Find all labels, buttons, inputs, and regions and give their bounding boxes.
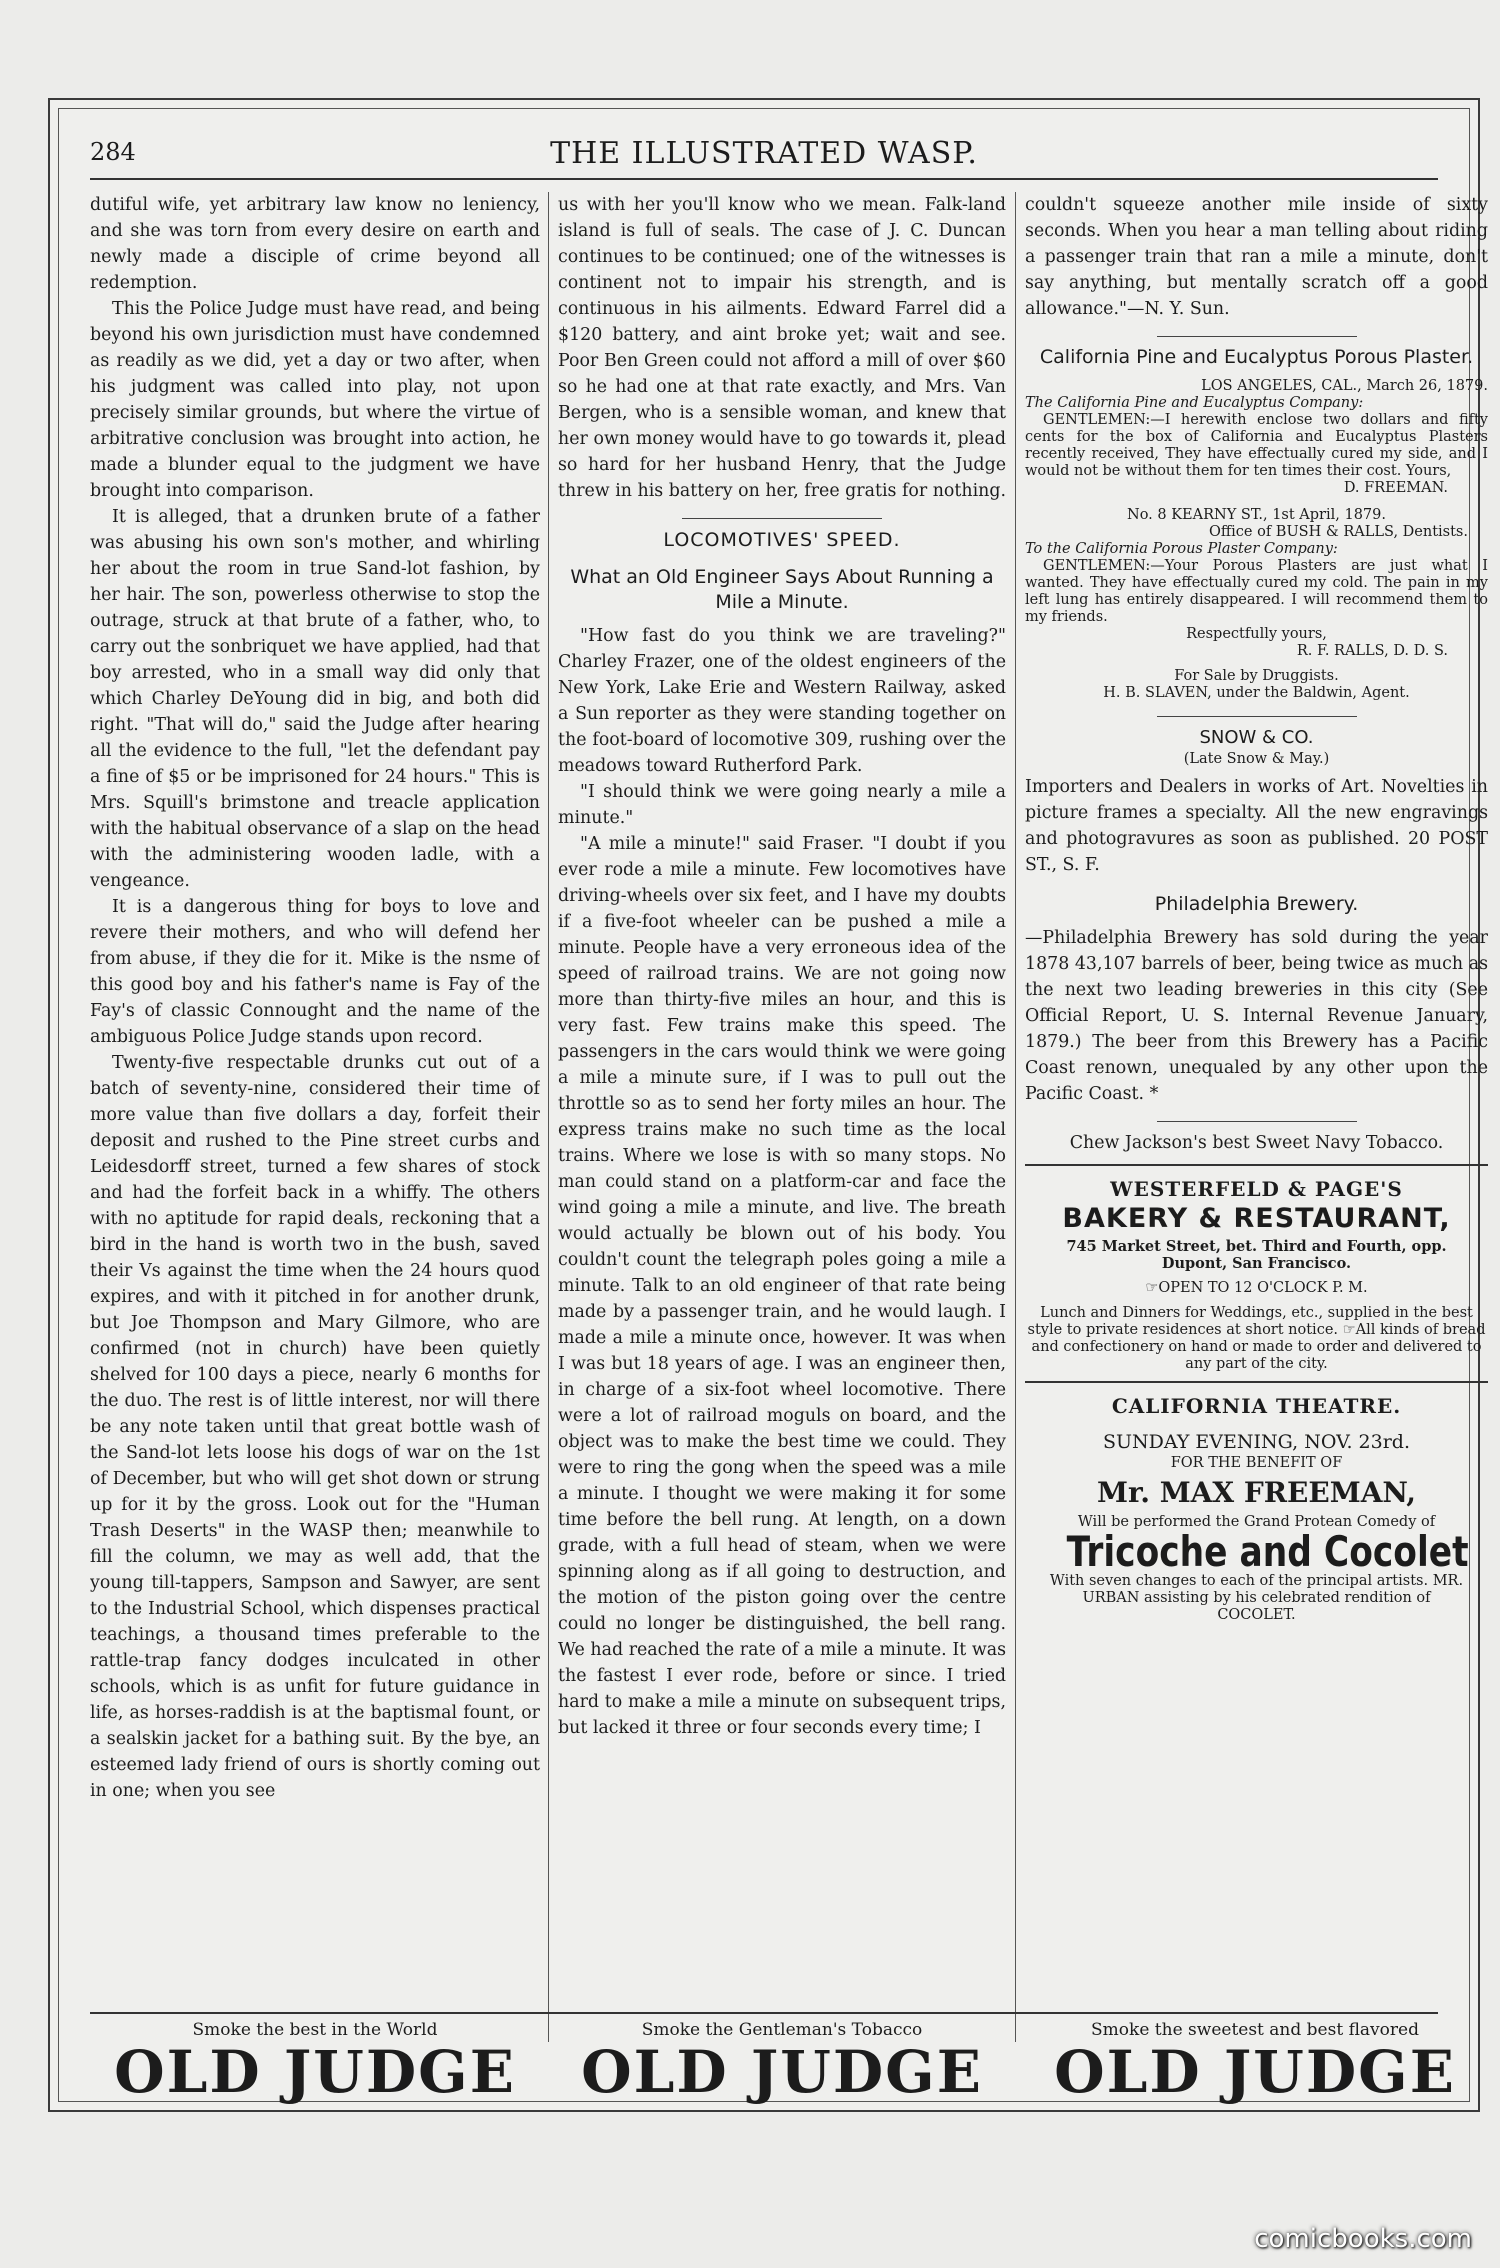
article-paragraph: Twenty-five respectable drunks cut out of a batch of seventy-nine, considered their time of more value than five dollars a day, forfeit their deposit and rushed to the Pine street curbs and Leidesdorff street, turned a few shares of stock and had the forfeit back in a whiffy. The others with no aptitude for rapid deals, reckoning that a bird in the hand is worth two in the bush, saved their Vs against the time when the 24 hours quod expires, and with it pitched in for another drunk, but Joe Thompson and Mary Gilmore, who are confirmed (not in church) have been quietly shelved for 100 days a piece, nearly 6 months for the duo. The rest is of little interest, nor will there be any note taken until that great bottle wash of the Sand-lot lets loose his dogs of war on the 1st of December, but who will get shot down or strung up for it by the gross. Look out for the "Human Trash Deserts" in the WASP then; meanwhile to fill the column, we may as well add, that the young till-tappers, Sampson and Sawyer, are sent to the Industrial School, which dispenses practical teachings, a thousand times preferable to the rattle-trap fancy dodges inculcated in other schools, which is as unfit for future guidance in life, as horses-raddish is at the baptismal fount, or a sealskin jacket for a bathing suit. By the bye, an esteemed lady friend of ours is shortly coming out in one; when you see (90, 1053, 540, 1801)
ad-dateline: LOS ANGELES, CAL., March 26, 1879. (1201, 378, 1488, 394)
ad-title: California Pine and Eucalyptus Porous Plaster. (1039, 346, 1474, 368)
column-3 (1025, 192, 1488, 2072)
footer-ad-tagline: Smoke the sweetest and best flavored (1091, 2020, 1419, 2040)
theatre-body: With seven changes to each of the principal artists. MR. URBAN assisting by his celebrated rendition of COCOLET. (1049, 1573, 1464, 1623)
article-paragraph: "How fast do you think we are traveling?" Charley Frazer, one of the oldest engineers of the New York, Lake Erie and Western Railway, asked a Sun reporter as they were standing together on the foot-board of locomotive 309, rushing over the meadows toward Rutherford Park. (558, 626, 1006, 776)
ad-body: Lunch and Dinners for Weddings, etc., supplied in the best style to private residences at short notice. ☞All kinds of bread and confectionery on hand or made to order and delivered to any part of the city. (1027, 1305, 1486, 1372)
column-divider (548, 192, 549, 2042)
footer-ad (558, 2020, 1006, 2104)
page-header (90, 130, 1438, 180)
article-subheading: What an Old Engineer Says About Running a Mile a Minute. (570, 566, 994, 613)
ad-hours: ☞OPEN TO 12 O'CLOCK P. M. (1145, 1280, 1368, 1296)
article-paragraph: dutiful wife, yet arbitrary law know no leniency, and she was torn from every desire on earth and newly made a disciple of crime beyond all redemption. (90, 195, 540, 293)
ad-dateline: No. 8 KEARNY ST., 1st April, 1879. (1127, 507, 1386, 523)
article-heading: LOCOMOTIVES' SPEED. (663, 529, 901, 551)
ornament-divider (1157, 710, 1357, 717)
page-number: 284 (90, 138, 136, 166)
footer-ad-brand: OLD JUDGE (581, 2038, 983, 2106)
ad-closing: Respectfully yours, (1186, 626, 1327, 642)
theatre-performer: Mr. MAX FREEMAN, (1097, 1476, 1416, 1509)
rule (1025, 1164, 1488, 1166)
footer-ad-brand: OLD JUDGE (114, 2038, 516, 2106)
theatre-performance: Will be performed the Grand Protean Comedy of (1077, 1514, 1436, 1530)
footer-ad-tagline: Smoke the Gentleman's Tobacco (641, 2020, 923, 2040)
ad-headline: BAKERY & RESTAURANT, (1062, 1203, 1451, 1234)
ad-letter: GENTLEMEN:—Your Porous Plasters are just what I wanted. They have effectually cured my cold. The pain in my left lung has entirely disappeared. I will recommend them to my friends. (1025, 558, 1488, 625)
ad-title: CALIFORNIA THEATRE. (1111, 1394, 1402, 1418)
footer-ad (1025, 2020, 1485, 2104)
article-paragraph: "A mile a minute!" said Fraser. "I doubt if you ever rode a mile a minute. Few locomotives have driving-wheels over six feet, and I have my doubts if a five-foot wheeler can be pushed a mile a minute. People have a very erroneous idea of the speed of railroad trains. We are not going now more than thirty-five miles an hour, and this is very fast. Few trains make this speed. The passengers in the cars would think we were going a mile a minute sure, if I was to pull out the throttle so as to send her forty miles an hour. The express trains make no such time as the local trains. Where we lose is with so many stops. No man could stand on a platform-car and face the wind going a mile a minute, and live. The breath would actually be blown out of his body. You couldn't count the telegraph poles going a mile a minute. Talk to an old engineer of that rate being made by a passenger train, and he would laugh. I made a mile a minute once, however. It was when I was but 18 years of age. I was an engineer then, in charge of a six-foot wheel locomotive. There were a lot of railroad moguls on board, and the object was to make the best time we could. They were to ring the gong when the speed was a mile a minute. I thought we were making it for some time before the bell rung. At length, on a down grade, with a full head of steam, when we were spinning along as if all going to destruction, and the motion of the piston going over the centre could no longer be distinguished, the bell rang. We had reached the rate of a mile a minute. It was the fastest I ever rode, before or since. I tried hard to make a mile a minute on subsequent trips, but lacked it three or four seconds every time; I (558, 834, 1006, 1738)
theatre-benefit: FOR THE BENEFIT OF (1170, 1455, 1343, 1471)
article-paragraph: This the Police Judge must have read, and being beyond his own jurisdiction must have condemned as readily as we did, yet a day or two after, when his judgment was called into play, not upon precisely similar grounds, but where the virtue of arbitrative conclusion was brought into action, he made a blunder equal to the judgment we have brought into comparison. (90, 299, 540, 501)
footer-ad-brand: OLD JUDGE (1054, 2038, 1456, 2106)
article-paragraph: It is a dangerous thing for boys to love and revere their mothers, and who will defend her from abuse, if they die for it. Mike is the nsme of this good boy and his father's name is Fay of the Fay's of classic Connought and the name of the ambiguous Police Judge stands upon record. (90, 897, 540, 1047)
rule (1025, 1381, 1488, 1383)
article-paragraph: "I should think we were going nearly a mile a minute." (558, 782, 1006, 828)
ad-subtitle: (Late Snow & May.) (1183, 751, 1330, 767)
article-paragraph: couldn't squeeze another mile inside of sixty seconds. When you hear a man telling about riding a passenger train that ran a mile a minute, don't say anything, but mentally scratch off a good allowance."—N. Y. Sun. (1025, 195, 1488, 319)
article-paragraph: us with her you'll know who we mean. Falk-land island is full of seals. The case of J. C. Duncan continues to be continued; one of the witnesses is continent not to impair his strength, and is continuous in his ailments. Edward Farrel did a $120 battery, and aint broke yet; wait and see. Poor Ben Green could not afford a mill of over $60 so he had one at that rate exactly, and Mrs. Van Bergen, who is a sensible woman, and knew that her own money would have to go towards it, plead so hard for her husband Henry, that the Judge threw in his battery on her, free gratis for nothing. (558, 195, 1006, 501)
theatre-date: SUNDAY EVENING, NOV. 23rd. (1102, 1431, 1411, 1453)
ad-address: 745 Market Street, bet. Third and Fourth, opp. Dupont, San Francisco. (1066, 1238, 1447, 1272)
theatre-play-title: Tricoche and Cocolet (1066, 1527, 1469, 1576)
newspaper-page (48, 98, 1488, 2112)
ad-signature: R. F. RALLS, D. D. S. (1296, 643, 1448, 659)
ad-sale-note: For Sale by Druggists. (1174, 668, 1339, 684)
ad-title: WESTERFELD & PAGE'S (1110, 1177, 1403, 1201)
ad-title: SNOW & CO. (1199, 727, 1314, 748)
ad-dateline: Office of BUSH & RALLS, Dentists. (1208, 524, 1468, 540)
footer-ad-tagline: Smoke the best in the World (192, 2020, 438, 2040)
ad-title: Philadelphia Brewery. (1154, 893, 1359, 915)
article-paragraph: It is alleged, that a drunken brute of a father was abusing his own son's mother, and whirling her about the room in true Sand-lot fashion, by her hair. The son, powerless otherwise to stop the outrage, struck at that brute of a father, who, to carry out the sonbriquet we have applied, had that boy arrested, who in a small way did only that which Charley DeYoung did in big, and both did right. "That will do," said the Judge after hearing all the evidence to the full, "let the defendant pay a fine of $5 or be imprisoned for 24 hours." This is Mrs. Squill's brimstone and treacle application with the habitual observance of a slap on the head with the administering wooden ladle, with a vengeance. (90, 507, 540, 891)
footer-ads (90, 2012, 1456, 2106)
masthead: THE ILLUSTRATED WASP. (550, 136, 978, 171)
ad-agent: H. B. SLAVEN, under the Baldwin, Agent. (1103, 685, 1410, 701)
ad-body: —Philadelphia Brewery has sold during the year 1878 43,107 barrels of beer, being twice as much as the next two leading breweries in this city (See Official Report, U. S. Internal Revenue January, 1879.) The beer from this Brewery has a Pacific Coast renown, unequaled by any other upon the Pacific Coast. * (1025, 928, 1488, 1104)
ad-letter: GENTLEMEN:—I herewith enclose two dollars and fifty cents for the box of California and Eucalyptus Plasters recently received, They have effectually cured my side, and I would not be without them for ten times their cost. Yours, (1025, 412, 1488, 479)
watermark: comicbooks.com (1254, 2224, 1472, 2254)
ornament-divider (1157, 1115, 1357, 1122)
ad-salutation: To the California Porous Plaster Company: (1025, 541, 1338, 557)
column-1 (90, 192, 540, 2072)
footer-ad (90, 2020, 540, 2104)
ornament-divider (1157, 330, 1357, 337)
ad-line: Chew Jackson's best Sweet Navy Tobacco. (1069, 1133, 1444, 1153)
ad-body: Importers and Dealers in works of Art. Novelties in picture frames a specialty. All the new engravings and photogravures as soon as published. 20 POST ST., S. F. (1025, 777, 1488, 875)
column-2 (558, 192, 1006, 2072)
column-divider (1015, 192, 1016, 2042)
ad-signature: D. FREEMAN. (1343, 480, 1448, 496)
ad-salutation: The California Pine and Eucalyptus Company: (1025, 395, 1364, 411)
ornament-divider (682, 512, 882, 519)
